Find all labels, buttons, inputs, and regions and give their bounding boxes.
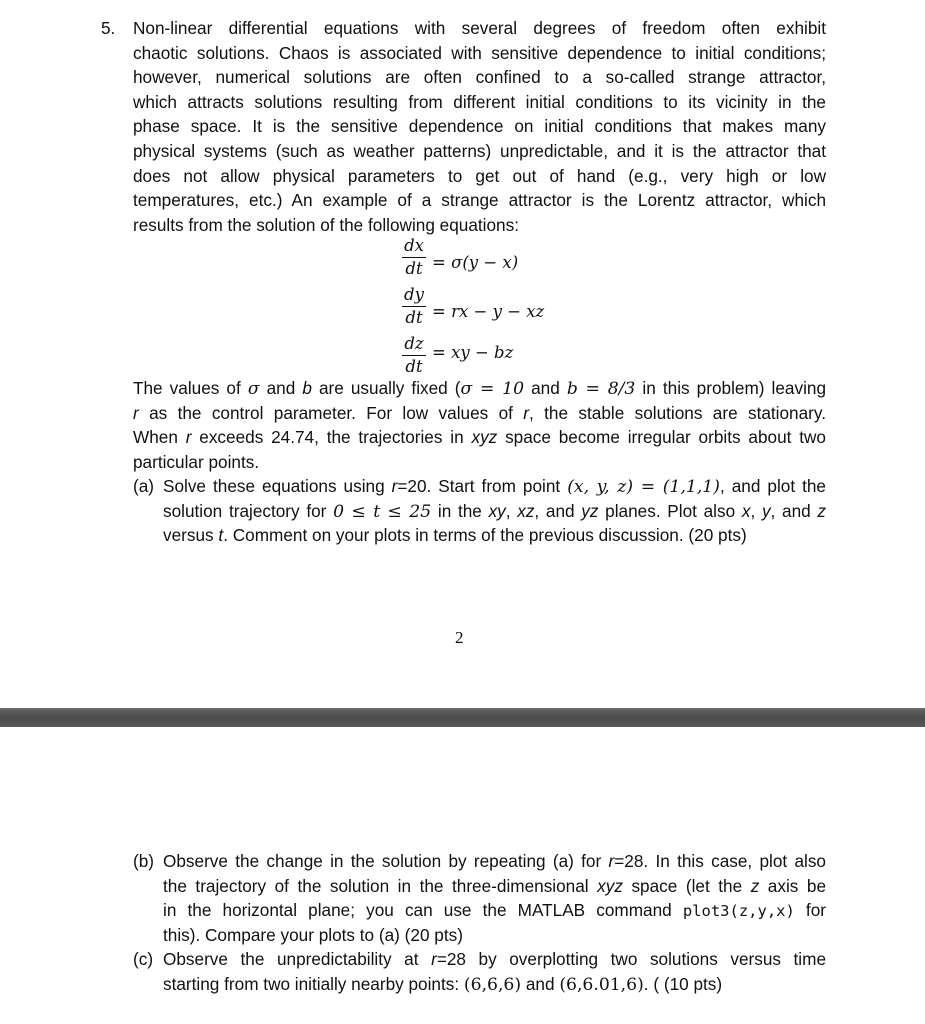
intro-line: which attracts solutions resulting from different initial conditions to its vicinity in the: [133, 91, 826, 112]
parameter-discussion: [133, 376, 826, 474]
part-b-text: [163, 849, 826, 947]
part-a-text: [163, 474, 826, 548]
part-b-line: this). Compare your plots to (a) (20 pts): [163, 924, 463, 945]
part-c-line: Observe the unpredictability at r=28 by overplotting two solutions versus time: [163, 949, 827, 969]
intro-line: phase space. It is the sensitive dependence on initial conditions that makes many: [133, 116, 826, 137]
part-a-line: versus t. Comment on your plots in terms of the previous discussion. (20 pts): [163, 525, 747, 546]
intro-line: temperatures, etc.) An example of a strange attractor is the Lorentz attractor, which: [133, 190, 826, 211]
intro-line: physical systems (such as weather patterns) unpredictable, and it is the attractor that: [133, 140, 826, 161]
equation-dz-fraction: dz dt: [400, 333, 428, 378]
page-break-divider: [0, 708, 925, 727]
intro-line: does not allow physical parameters to get out of hand (e.g., very high or low: [133, 165, 826, 186]
problem-intro: [133, 16, 826, 237]
part-b-line: in the horizontal plane; you can use the MATLAB command plot3(z,y,x) for: [163, 900, 826, 921]
discussion-line: When r exceeds 24.74, the trajectories in xyz space become irregular orbits about two: [133, 427, 826, 448]
page-lower: [0, 727, 925, 1024]
part-b-line: Observe the change in the solution by repeating (a) for r=28. In this case, plot also: [163, 851, 826, 871]
page-number: 2: [455, 628, 464, 647]
equation-dx-rhs: = σ(y − x): [432, 253, 519, 272]
intro-line: chaotic solutions. Chaos is associated with sensitive dependence to initial conditions;: [133, 42, 826, 63]
part-c-line: starting from two initially nearby points: (6,6,6) and (6,6.01,6). ( (10 pts): [163, 973, 723, 995]
part-a-label: (a): [133, 476, 155, 496]
problem-number: 5.: [101, 18, 116, 38]
equation-dz-rhs: = xy − bz: [432, 343, 514, 362]
intro-line: results from the solution of the following equations:: [133, 214, 519, 235]
matlab-command: plot3(z,y,x): [682, 902, 795, 921]
equation-dx-fraction: dx dt: [400, 235, 428, 280]
discussion-line: particular points.: [133, 451, 260, 472]
part-b-line: the trajectory of the solution in the three-dimensional xyz space (let the z axis be: [163, 875, 827, 896]
intro-line: however, numerical solutions are often confined to a so-called strange attractor,: [133, 67, 826, 88]
equation-dy-fraction: dy dt: [400, 284, 428, 329]
equation-dy-rhs: = rx − y − xz: [432, 302, 545, 321]
part-c-label: (c): [133, 949, 154, 969]
part-a-line: solution trajectory for 0 ≤ t ≤ 25 in the xy, xz, and yz planes. Plot also x, y, and z: [163, 500, 826, 522]
discussion-line: The values of σ and b are usually fixed (σ = 10 and b = 8/3 in this problem) leaving: [133, 378, 827, 399]
discussion-line: r as the control parameter. For low values of r, the stable solutions are stationary.: [133, 402, 826, 423]
part-c-text: [163, 947, 826, 996]
part-b-label: (b): [133, 851, 155, 871]
part-a-line: Solve these equations using r=20. Start from point (x, y, z) = (1,1,1), and plot the: [163, 476, 826, 497]
intro-line: Non-linear differential equations with several degrees of freedom often exhibit: [133, 18, 826, 38]
